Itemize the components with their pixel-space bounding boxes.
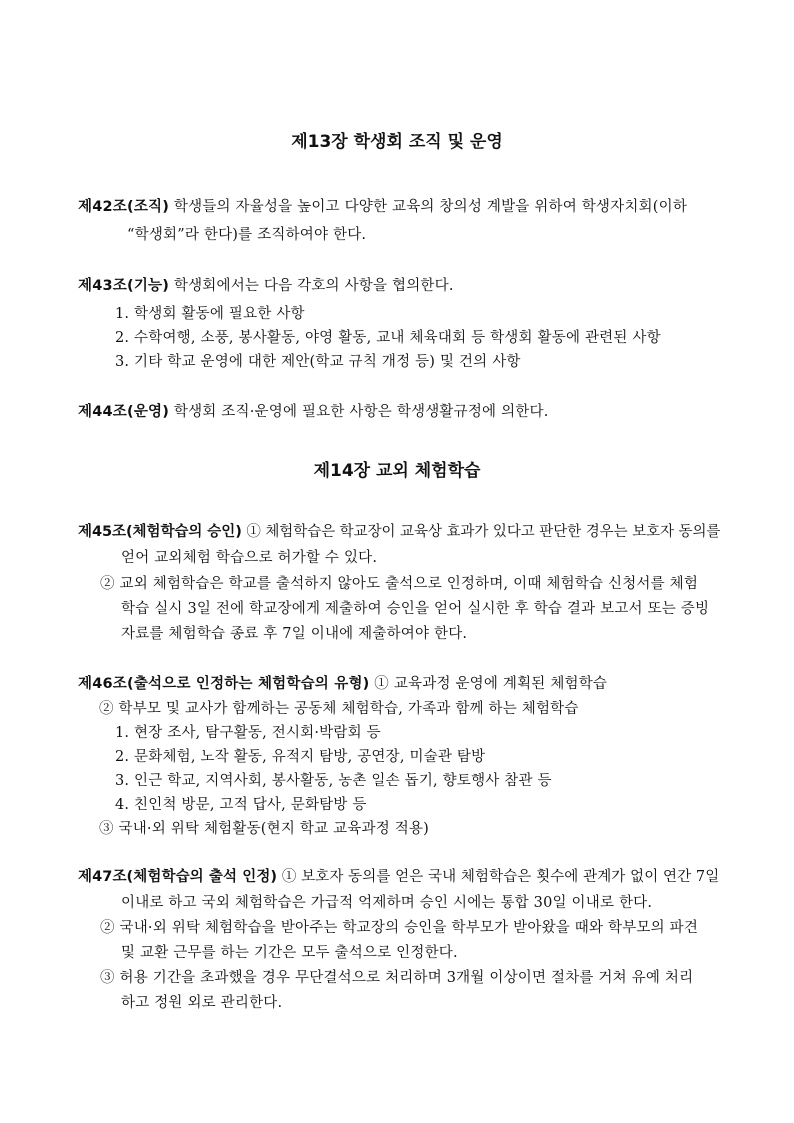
- article-44-title: 제44조(운영): [78, 404, 170, 420]
- article-43-item-1: 1. 학생회 활동에 필요한 사항: [115, 306, 305, 322]
- article-47-para2-line-2: 및 교환 근무를 하는 기간은 모두 출석으로 인정한다.: [121, 945, 458, 961]
- article-45-line-2: 얻어 교외체험 학습으로 허가할 수 있다.: [121, 550, 378, 566]
- article-45-title: 제45조(체험학습의 승인): [78, 524, 242, 540]
- article-43-item-2: 2. 수학여행, 소풍, 봉사활동, 야영 활동, 교내 체육대회 등 학생회 활동에 관련된 사항: [115, 330, 661, 346]
- article-43-item-3: 3. 기타 학교 운영에 대한 제안(학교 규칙 개정 등) 및 건의 사항: [115, 354, 521, 370]
- article-47-para2-line-1: ② 국내·외 위탁 체험학습을 받아주는 학교장의 승인을 학부모가 받아왔을 때와 학부모의 파견: [100, 920, 699, 936]
- article-47-line-1: [78, 867, 719, 887]
- article-47-para3-line-2: 하고 정원 외로 관리한다.: [121, 995, 283, 1011]
- article-47-para3-line-1: ③ 허용 기간을 초과했을 경우 무단결석으로 처리하며 3개월 이상이면 절차를 거쳐 유예 처리: [100, 970, 694, 986]
- chapter-13-heading: 제13장 학생회 조직 및 운영: [291, 132, 503, 152]
- article-42-line-2: “학생회”라 한다)를 조직하여야 한다.: [127, 227, 367, 243]
- article-46-para2: ② 학부모 및 교사가 함께하는 공동체 체험학습, 가족과 함께 하는 체험학습: [99, 701, 579, 717]
- article-46-item-4: 4. 친인척 방문, 고적 답사, 문화탐방 등: [115, 797, 367, 813]
- article-42-line-1: [78, 197, 687, 217]
- article-46-para3: ③ 국내·외 위탁 체험활동(현지 학교 교육과정 적용): [99, 821, 430, 837]
- article-45-line-1: [78, 522, 720, 542]
- article-46-text-1: ① 교육과정 운영에 계획된 체험학습: [369, 676, 608, 692]
- article-47-title: 제47조(체험학습의 출석 인정): [78, 869, 278, 885]
- article-45-para2-line-3: 자료를 체험학습 종료 후 7일 이내에 제출하여야 한다.: [121, 626, 468, 642]
- article-43-line-1: [78, 276, 454, 296]
- article-46-item-2: 2. 문화체험, 노작 활동, 유적지 탐방, 공연장, 미술관 탐방: [115, 749, 486, 765]
- article-46-item-1: 1. 현장 조사, 탐구활동, 전시회·박람회 등: [115, 725, 381, 741]
- article-43-title: 제43조(기능): [78, 278, 170, 294]
- article-47-text-1: ① 보호자 동의를 얻은 국내 체험학습은 횟수에 관계가 없이 연간 7일: [277, 869, 720, 885]
- article-44-line-1: [78, 402, 549, 422]
- article-42-text-1: 학생들의 자율성을 높이고 다양한 교육의 창의성 계발을 위하여 학생자치회(이하: [169, 199, 688, 215]
- chapter-14-heading: 제14장 교외 체험학습: [313, 461, 481, 481]
- article-45-para2-line-2: 학습 실시 3일 전에 학교장에게 제출하여 승인을 얻어 실시한 후 학습 결과 보고서 또는 증빙: [121, 601, 710, 617]
- article-47-line-2: 이내로 하고 국외 체험학습은 가급적 억제하며 승인 시에는 통합 30일 이내로 한다.: [121, 895, 653, 911]
- article-46-title: 제46조(출석으로 인정하는 체험학습의 유형): [78, 676, 370, 692]
- article-42-title: 제42조(조직): [78, 199, 170, 215]
- article-46-item-3: 3. 인근 학교, 지역사회, 봉사활동, 농촌 일손 돕기, 향토행사 참관 등: [115, 773, 552, 789]
- article-44-text-1: 학생회 조직·운영에 필요한 사항은 학생생활규정에 의한다.: [169, 404, 549, 420]
- article-45-text-1: ① 체험학습은 학교장이 교육상 효과가 있다고 판단한 경우는 보호자 동의를: [241, 524, 721, 540]
- article-45-para2-line-1: ② 교외 체험학습은 학교를 출석하지 않아도 출석으로 인정하며, 이때 체험학습 신청서를 체험: [100, 576, 699, 592]
- article-43-text-1: 학생회에서는 다음 각호의 사항을 협의한다.: [169, 278, 454, 294]
- article-46-line-1: [78, 674, 607, 694]
